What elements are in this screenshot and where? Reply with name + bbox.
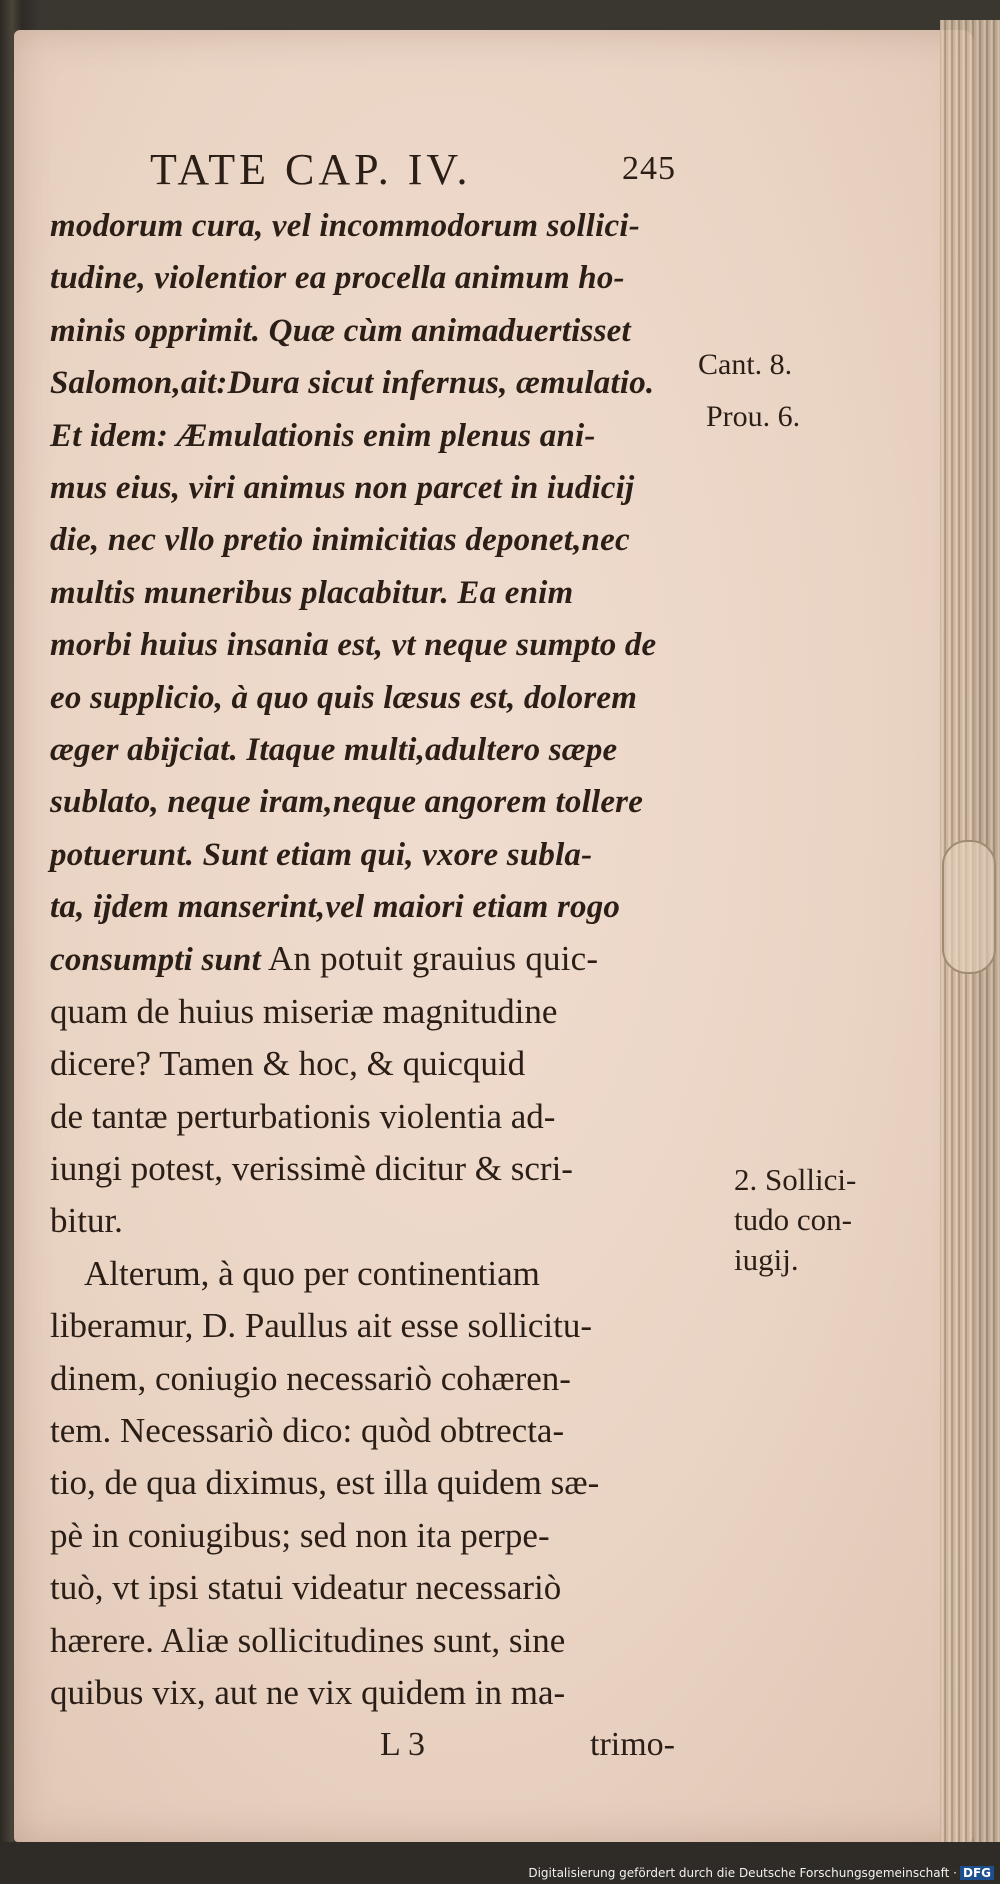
catchword: trimo-	[590, 1726, 675, 1764]
text-line: multis muneribus placabitur. Ea enim	[50, 574, 574, 611]
margin-note-prov: Prou. 6.	[706, 400, 801, 433]
text-line: quibus vix, aut ne vix quidem in ma-	[50, 1672, 566, 1712]
page-footer	[50, 1719, 710, 1771]
digitization-credit	[528, 1866, 994, 1880]
margin-note-line: iugij.	[734, 1242, 799, 1277]
text-line: æger abijciat. Itaque multi,adultero sæpe	[50, 731, 618, 768]
italic-fragment: consumpti sunt	[50, 942, 261, 979]
text-line: tio, de qua diximus, est illa quidem sæ-	[50, 1463, 600, 1503]
text-line: Alterum, à quo per continentiam	[84, 1253, 540, 1293]
text-line: dinem, coniugio necessariò cohæren-	[50, 1358, 571, 1398]
signature-mark: L 3	[380, 1726, 426, 1764]
text-line: Salomon,ait:Dura sicut infernus, æmulatio.	[50, 365, 655, 402]
page-number: 245	[622, 150, 676, 187]
text-line-mixed	[50, 933, 710, 985]
running-title: TATE CAP. IV.	[150, 145, 472, 194]
text-line: minis opprimit. Quæ cùm animaduertisset	[50, 312, 631, 349]
page-tab-notch	[942, 840, 996, 974]
text-line: liberamur, D. Paullus ait esse sollicitu-	[50, 1306, 592, 1346]
margin-note-cant: Cant. 8.	[698, 348, 793, 381]
text-line: dicere? Tamen & hoc, & quicquid	[50, 1044, 526, 1084]
text-line: hærere. Aliæ sollicitudines sunt, sine	[50, 1620, 566, 1660]
running-header	[50, 140, 710, 200]
margin-note-sollicitudo	[734, 1160, 856, 1280]
roman-passage	[50, 986, 710, 1719]
text-line: ta, ijdem manserint,vel maiori etiam rogo	[50, 889, 621, 926]
text-line: de tantæ perturbationis violentia ad-	[50, 1096, 556, 1136]
text-line: bitur.	[50, 1201, 123, 1241]
text-line: iungi potest, verissimè dicitur & scri-	[50, 1149, 573, 1189]
text-line: tudine, violentior ea procella animum ho-	[50, 260, 625, 297]
text-line: quam de huius miseriæ magnitudine	[50, 991, 558, 1031]
dfg-logo: DFG	[960, 1866, 994, 1880]
text-line: morbi huius insania est, vt neque sumpto de	[50, 627, 657, 664]
margin-note-line: tudo con-	[734, 1202, 852, 1237]
text-line: eo supplicio, à quo quis læsus est, dolorem	[50, 679, 638, 716]
text-line: tuò, vt ipsi statui videatur necessariò	[50, 1568, 562, 1608]
text-line: potuerunt. Sunt etiam qui, vxore subla-	[50, 836, 593, 873]
text-line: sublato, neque iram,neque angorem tollere	[50, 784, 644, 821]
text-line: Et idem: Æmulationis enim plenus ani-	[50, 417, 596, 454]
text-line: die, nec vllo pretio inimicitias deponet,nec	[50, 522, 630, 559]
text-line: mus eius, viri animus non parcet in iudicij	[50, 469, 635, 506]
text-line: tem. Necessariò dico: quòd obtrecta-	[50, 1410, 565, 1450]
credit-text: Digitalisierung gefördert durch die Deutsche Forschungsgemeinschaft ·	[528, 1866, 957, 1880]
page-text	[50, 140, 710, 1771]
text-line: modorum cura, vel incommodorum sollici-	[50, 208, 640, 244]
roman-fragment: An potuit grauius quic-	[260, 939, 599, 979]
italic-passage	[50, 200, 710, 986]
text-line: pè in coniugibus; sed non ita perpe-	[50, 1515, 550, 1555]
margin-note-line: 2. Sollici-	[734, 1162, 857, 1197]
